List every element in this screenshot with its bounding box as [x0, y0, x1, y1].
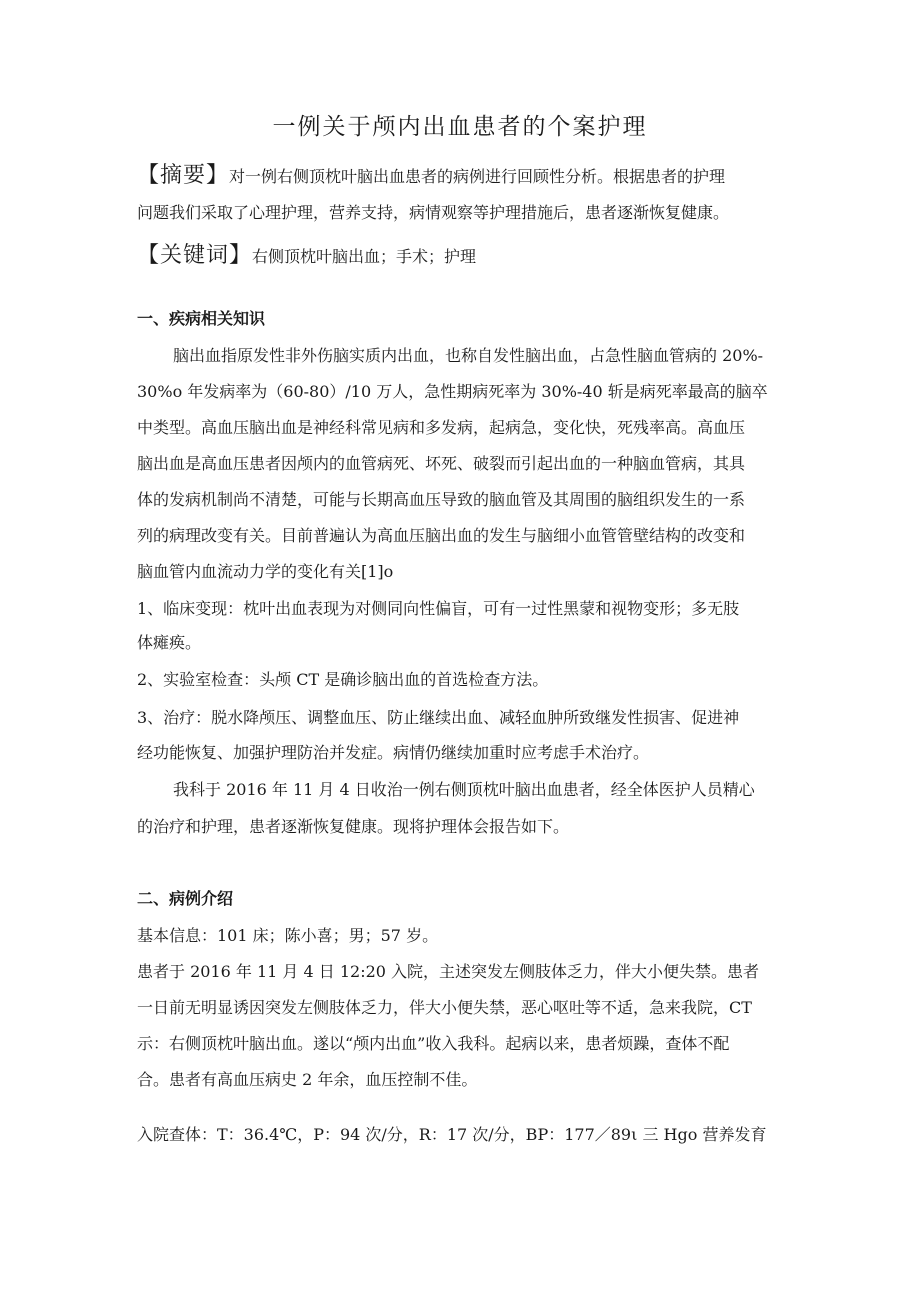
section1-para-line: 列的病理改变有关。目前普遍认为高血压脑出血的发生与脑细小血管管壁结构的改变和 [137, 526, 746, 545]
section1-para-line: 脑出血是高血压患者因颅内的血管病死、坏死、破裂而引起出血的一种脑血管病，其具 [137, 454, 746, 473]
abstract-line-1 [137, 158, 787, 189]
abstract-text-1: 对一例右侧顶枕叶脑出血患者的病例进行回顾性分析。根据患者的护理 [229, 167, 726, 186]
section1-para2-line-1: 我科于 2016 年 11 月 4 日收治一例右侧顶枕叶脑出血患者，经全体医护人员精心 [173, 780, 755, 799]
keywords-label: 【关键词】 [137, 243, 253, 268]
history-line: 一日前无明显诱因突发左侧肢体乏力，伴大小便失禁，恶心呕吐等不适，急来我院，CT [137, 998, 752, 1017]
history-line: 患者于 2016 年 11 月 4 日 12:20 入院，主述突发左侧肢体乏力，伴大小便失禁。患者 [137, 962, 760, 981]
item3-line-1: 3、治疗：脱水降颅压、调整血压、防止继续出血、减轻血肿所致继发性损害、促进神 [137, 708, 740, 727]
section1-para-line: 中类型。高血压脑出血是神经科常见病和多发病，起病急，变化快，死残率高。高血压 [137, 418, 746, 437]
section1-para-line: 体的发病机制尚不清楚，可能与长期高血压导致的脑血管及其周围的脑组织发生的一系 [137, 490, 746, 509]
item3-line-2: 经功能恢复、加强护理防治并发症。病情仍继续加重时应考虑手术治疗。 [137, 743, 650, 762]
item2-line: 2、实验室检查：头颅 CT 是确诊脑出血的首选检查方法。 [137, 670, 549, 689]
page-title: 一例关于颅内出血患者的个案护理 [272, 114, 648, 140]
exam-line: 入院查体：T：36.4℃，P：94 次/分，R：17 次/分，BP：177／89ι 三 Hgo 营养发育 [137, 1125, 767, 1144]
history-line: 示：右侧顶枕叶脑出血。遂以“颅内出血”收入我科。起病以来，患者烦躁，查体不配 [137, 1034, 730, 1053]
item1-line-1: 1、临床变现：枕叶出血表现为对侧同向性偏盲，可有一过性黑蒙和视物变形；多无肢 [137, 599, 740, 618]
item1-line-2: 体瘫痪。 [137, 633, 202, 652]
abstract-label: 【摘要】 [137, 163, 230, 188]
section1-para-line: 30%o 年发病率为（60-80）/10 万人，急性期病死率为 30%-40 斩是病死率最高的脑卒 [137, 382, 768, 401]
section1-heading: 一、疾病相关知识 [137, 309, 266, 328]
section1-para-line: 脑血管内血流动力学的变化有关[1]o [137, 562, 394, 581]
section1-para2-line-2: 的治疗和护理，患者逐渐恢复健康。现将护理体会报告如下。 [137, 817, 570, 836]
keywords-line [137, 238, 787, 269]
abstract-line-2: 问题我们采取了心理护理，营养支持，病情观察等护理措施后，患者逐渐恢复健康。 [137, 203, 730, 222]
keywords-text: 右侧顶枕叶脑出血；手术；护理 [252, 247, 477, 266]
section1-para-line: 脑出血指原发性非外伤脑实质内出血，也称自发性脑出血，占急性脑血管病的 20%- [173, 346, 764, 365]
section2-heading: 二、病例介绍 [137, 889, 234, 908]
history-line: 合。患者有高血压病史 2 年余，血压控制不佳。 [137, 1070, 478, 1089]
basic-info-line: 基本信息：101 床；陈小喜；男；57 岁。 [137, 926, 439, 945]
